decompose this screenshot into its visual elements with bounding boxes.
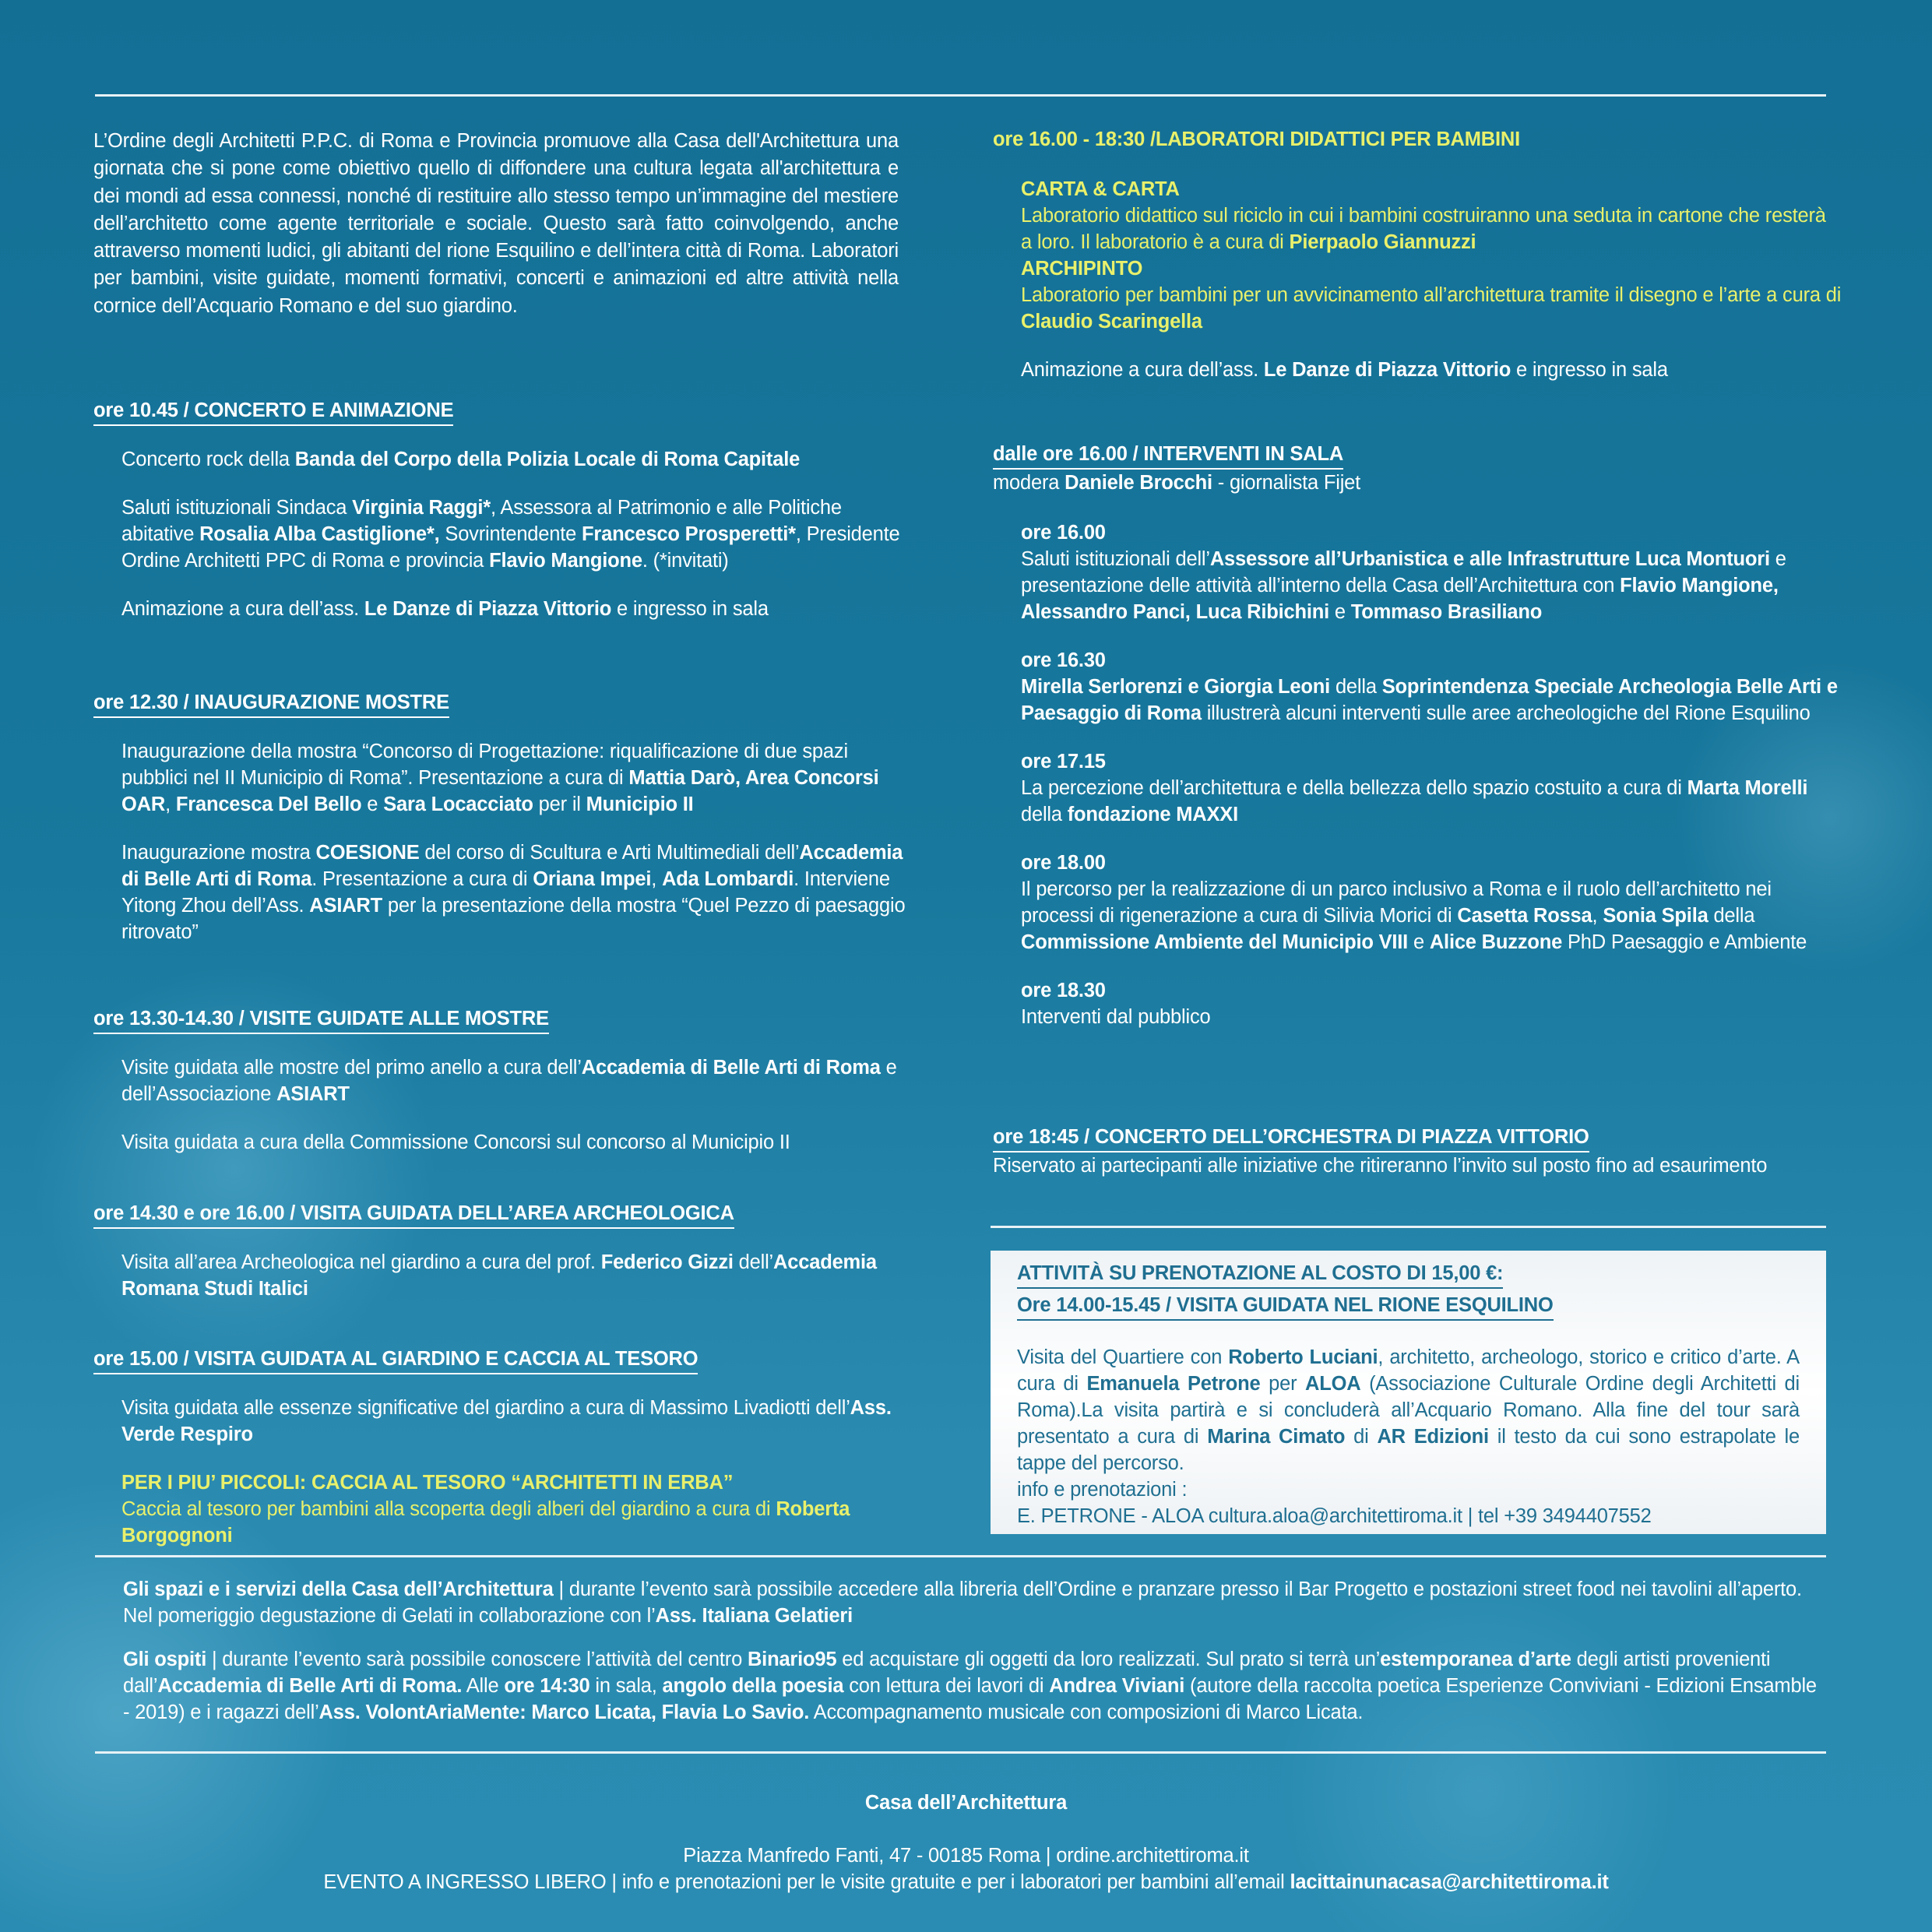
paragraph <box>1021 357 1842 383</box>
text: . Presentazione a cura di <box>311 868 533 890</box>
text: | durante l’evento sarà possibile conoscere l’attività del centro <box>206 1649 748 1670</box>
note-ospiti <box>123 1646 1828 1726</box>
bold-text: Daniele Brocchi <box>1065 472 1212 494</box>
lab-text <box>1021 282 1842 335</box>
bold-text: COESIONE <box>315 842 420 864</box>
text: Animazione a cura dell’ass. <box>121 598 364 620</box>
bold-text: Ass. VolontAriaMente: Marco Licata, Flavia Lo Savio. <box>318 1701 810 1723</box>
bold-text: lacittainunacasa@architettiroma.it <box>1290 1871 1609 1893</box>
bold-text: ore 14:30 <box>504 1675 590 1697</box>
text: Laboratorio didattico sul riciclo in cui i bambini costruiranno una seduta in cartone che resterà a loro. Il laboratorio è a cura di <box>1021 205 1826 253</box>
bold-text: Flavio Mangione <box>489 550 642 572</box>
paragraph <box>121 738 911 818</box>
note-spazi <box>123 1576 1828 1629</box>
bold-text: Ass. Verde Respiro <box>121 1397 892 1445</box>
bold-text: Francesca Del Bello <box>175 794 362 815</box>
bold-text: Soprintendenza Speciale Archeologia Belle Arti e Paesaggio di Roma <box>1021 676 1838 724</box>
text: Laboratorio per bambini per un avvicinamento all’architettura tramite il disegno e l’arte a cura di <box>1021 284 1842 306</box>
treasure-hunt-title: PER I PIU’ PICCOLI: CACCIA AL TESORO “ARCHITETTI IN ERBA” <box>121 1472 734 1494</box>
bold-text: Commissione Ambiente del Municipio VIII <box>1021 931 1409 953</box>
bold-text: Mattia Darò, Area Concorsi OAR <box>121 767 879 815</box>
booking-heading-visit: Ore 14.00-15.45 / VISITA GUIDATA NEL RIONE ESQUILINO <box>1017 1292 1554 1321</box>
text: Saluti istituzionali Sindaca <box>121 497 353 519</box>
text: dell’ <box>733 1251 774 1273</box>
bold-text: ASIART <box>276 1083 350 1105</box>
text: e <box>1329 601 1351 623</box>
section-heading: ore 18:45 / CONCERTO DELL’ORCHESTRA DI PIAZZA VITTORIO <box>993 1124 1589 1153</box>
bold-text: estemporanea d’arte <box>1380 1649 1571 1670</box>
treasure-hunt-text <box>121 1496 911 1549</box>
bold-text: Tommaso Brasiliano <box>1350 601 1543 623</box>
bold-text: Francesco Prosperetti* <box>582 523 796 545</box>
bold-text: Gli ospiti <box>123 1649 207 1670</box>
text: con lettura dei lavori di <box>843 1675 1050 1697</box>
bold-text: Marta Morelli <box>1687 777 1808 799</box>
bold-text: Rosalia Alba Castiglione*, <box>199 523 440 545</box>
bold-text: AR Edizioni <box>1377 1426 1489 1448</box>
text: il testo da cui sono estrapolate le tappe del percorso. <box>1017 1426 1800 1474</box>
section-concerto <box>93 397 911 622</box>
bold-text: Assessore all’Urbanistica e alle Infrastrutture Luca Montuori <box>1209 548 1770 570</box>
text: e <box>361 794 384 815</box>
bold-text: Accademia di Belle Arti di Roma <box>121 842 903 890</box>
top-divider <box>95 94 1826 97</box>
paragraph <box>121 596 911 622</box>
bold-text: Banda del Corpo della Polizia Locale di Roma Capitale <box>294 449 801 470</box>
text: (autore della raccolta poetica Esperienze Conviviani - Edizioni Ensamble - 2019) e i ragazzi dell’ <box>123 1675 1817 1723</box>
text: Accompagnamento musicale con composizioni di Marco Licata. <box>809 1701 1364 1723</box>
section-laboratori <box>993 126 1842 383</box>
text: Inaugurazione della mostra “Concorso di Progettazione: riqualificazione di due spazi pubblici nel II Municipio di Roma”. Presentazione a cura di <box>121 741 848 789</box>
section-heading: ore 15.00 / VISITA GUIDATA AL GIARDINO E CACCIA AL TESORO <box>93 1346 698 1374</box>
bold-text: Sonia Spila <box>1603 905 1709 927</box>
text: Animazione a cura dell’ass. <box>1021 359 1264 381</box>
lab-text <box>1021 202 1842 255</box>
section-giardino <box>93 1346 911 1549</box>
text: della <box>1330 676 1382 698</box>
bold-text: ALOA <box>1305 1373 1361 1395</box>
bold-text: Le Danze di Piazza Vittorio <box>1263 359 1511 381</box>
bold-text: Flavio Mangione, Alessandro Panci, Luca Ribichini <box>1021 575 1779 623</box>
talk-text <box>1021 674 1849 727</box>
address: Piazza Manfredo Fanti, 47 - 00185 Roma | ordine.architettiroma.it <box>683 1845 1249 1867</box>
section-inaugurazione <box>93 689 911 945</box>
section-heading: ore 10.45 / CONCERTO E ANIMAZIONE <box>93 397 453 426</box>
text: , Presidente Ordine Architetti PPC di Roma e provincia <box>121 523 900 572</box>
text: e ingresso in sala <box>611 598 769 620</box>
bold-text: Ada Lombardi <box>662 868 794 890</box>
text: Il percorso per la realizzazione di un parco inclusivo a Roma e il ruolo dell’architetto nei processi di rigenerazione a cura di Silivia Morici di <box>1021 878 1772 927</box>
bold-text: Ass. Italiana Gelatieri <box>655 1605 853 1627</box>
text: Interventi dal pubblico <box>1021 1006 1211 1028</box>
text: - giornalista Fijet <box>1212 472 1361 494</box>
bold-text: Municipio II <box>586 794 694 815</box>
paragraph <box>121 1129 911 1156</box>
text: Sovrintendente <box>439 523 582 545</box>
paragraph <box>121 1054 911 1107</box>
booking-contact[interactable]: E. PETRONE - ALOA cultura.aloa@architettiroma.it | tel +39 3494407552 <box>1017 1505 1652 1527</box>
bold-text: Andrea Viviani <box>1049 1675 1185 1697</box>
bold-text: Alice Buzzone <box>1429 931 1563 953</box>
section-heading: ore 13.30-14.30 / VISITE GUIDATE ALLE MOSTRE <box>93 1005 549 1034</box>
notes <box>123 1576 1828 1726</box>
talk-time: ore 17.15 <box>1021 751 1106 772</box>
bold-text: fondazione MAXXI <box>1067 804 1238 825</box>
paragraph <box>121 446 911 473</box>
bold-text: Mirella Serlorenzi e Giorgia Leoni <box>1021 676 1331 698</box>
moderator <box>993 470 1849 496</box>
booking-box <box>991 1251 1826 1534</box>
lab-title: CARTA & CARTA <box>1021 178 1180 200</box>
bold-text: Accademia Romana Studi Italici <box>121 1251 877 1300</box>
bold-text: Accademia di Belle Arti di Roma. <box>157 1675 463 1697</box>
bold-text: Roberto Luciani <box>1228 1346 1378 1368</box>
text: modera <box>993 472 1065 494</box>
text: EVENTO A INGRESSO LIBERO | info e prenotazioni per le visite gratuite e per i laboratori per bambini all’email <box>323 1871 1290 1893</box>
text: e presentazione delle attività all’interno della Casa dell’Architettura con <box>1021 548 1786 596</box>
text: Visita all’area Archeologica nel giardino a cura del prof. <box>121 1251 601 1273</box>
bold-text: Federico Gizzi <box>600 1251 734 1273</box>
text: , architetto, archeologo, storico e critico d’arte. A cura di <box>1017 1346 1800 1395</box>
text: , Assessora al Patrimonio e alle Politiche abitative <box>121 497 842 545</box>
text: La percezione dell’architettura e della bellezza dello spazio costuito a cura di <box>1021 777 1687 799</box>
text: , <box>1592 905 1603 927</box>
text: del corso di Scultura e Arti Multimediali dell’ <box>419 842 800 864</box>
bold-text: Oriana Impei <box>533 868 652 890</box>
talk-time: ore 16.00 <box>1021 522 1106 544</box>
bold-text: Emanuela Petrone <box>1086 1373 1261 1395</box>
text: di <box>1345 1426 1378 1448</box>
talk-time: ore 16.30 <box>1021 649 1106 671</box>
text: (Associazione Culturale Ordine degli Architetti di Roma).La visita partirà e si concluderà all’Acquario Romano. Alla fine del tour sarà presentato a cura di <box>1017 1373 1800 1448</box>
paragraph <box>993 1153 1772 1179</box>
text: , <box>165 794 176 815</box>
text: per la presentazione della mostra “Quel Pezzo di paesaggio ritrovato” <box>121 895 906 943</box>
text: per <box>1260 1373 1306 1395</box>
text: e ingresso in sala <box>1511 359 1668 381</box>
bold-text: Pierpaolo Giannuzzi <box>1289 231 1476 253</box>
bold-text: Binario95 <box>747 1649 837 1670</box>
bold-text: Roberta Borgognoni <box>121 1498 850 1547</box>
bold-text: Le Danze di Piazza Vittorio <box>364 598 612 620</box>
text: , <box>651 868 663 890</box>
text: della <box>1708 905 1755 927</box>
bold-text: angolo della poesia <box>662 1675 844 1697</box>
text: illustrerà alcuni interventi sulle aree archeologiche del Rione Esquilino <box>1201 702 1811 724</box>
intro-paragraph <box>93 128 899 320</box>
text: Concerto rock della <box>121 449 295 470</box>
venue-name: Casa dell’Architettura <box>864 1792 1068 1814</box>
text: Alle <box>462 1675 505 1697</box>
text: Inaugurazione mostra <box>121 842 316 864</box>
text: PhD Paesaggio e Ambiente <box>1562 931 1807 953</box>
footer-divider <box>95 1751 1826 1754</box>
bold-text: Marina Cimato <box>1207 1426 1346 1448</box>
section-heading: dalle ore 16.00 / INTERVENTI IN SALA <box>993 441 1343 470</box>
talk-text <box>1021 775 1849 828</box>
text: e <box>1408 931 1430 953</box>
bold-text: Sara Locacciato <box>383 794 533 815</box>
bold-text: Claudio Scaringella <box>1021 311 1202 333</box>
section-area-archeologica <box>93 1200 911 1302</box>
booking-heading-cost: ATTIVITÀ SU PRENOTAZIONE AL COSTO DI 15,00 €: <box>1017 1260 1503 1289</box>
section-concerto-orchestra <box>993 1124 1772 1179</box>
right-divider <box>991 1226 1826 1228</box>
section-heading: ore 14.30 e ore 16.00 / VISITA GUIDATA DELL’AREA ARCHEOLOGICA <box>93 1200 734 1229</box>
text: ed acquistare gli oggetti da loro realizzati. Sul prato si terrà un’ <box>836 1649 1381 1670</box>
text: Visita del Quartiere con <box>1017 1346 1229 1368</box>
entry-info <box>0 1869 1932 1895</box>
bold-text: Casetta Rossa <box>1457 905 1592 927</box>
notes-divider <box>95 1555 1826 1557</box>
booking-text <box>1017 1344 1800 1476</box>
text: in sala, <box>589 1675 663 1697</box>
footer <box>0 1789 1932 1895</box>
text: Visite guidata alle mostre del primo anello a cura dell’ <box>121 1057 582 1079</box>
talk-time: ore 18.00 <box>1021 852 1106 874</box>
bold-text: Gli spazi e i servizi della Casa dell’Architettura <box>123 1578 554 1600</box>
bold-text: ASIART <box>309 895 383 917</box>
section-interventi <box>993 441 1849 1030</box>
paragraph <box>121 839 911 945</box>
text: della <box>1021 804 1068 825</box>
paragraph <box>121 1395 911 1448</box>
bold-text: Virginia Raggi* <box>352 497 491 519</box>
talk-time: ore 18.30 <box>1021 980 1106 1001</box>
bold-text: Accademia di Belle Arti di Roma <box>581 1057 881 1079</box>
talk-text <box>1021 1004 1849 1030</box>
talk-text <box>1021 546 1849 625</box>
section-heading: ore 16.00 - 18:30 /LABORATORI DIDATTICI PER BAMBINI <box>993 128 1520 150</box>
text: . (*invitati) <box>642 550 729 572</box>
text: Caccia al tesoro per bambini alla scoperta degli alberi del giardino a cura di <box>121 1498 776 1520</box>
text: e dell’Associazione <box>121 1057 897 1105</box>
paragraph <box>121 1249 911 1302</box>
text: . Interviene Yitong Zhou dell’Ass. <box>121 868 890 917</box>
text: per il <box>533 794 586 815</box>
talk-text <box>1021 876 1849 955</box>
text: degli artisti provenienti dall’ <box>123 1649 1771 1697</box>
lab-title: ARCHIPINTO <box>1021 258 1143 280</box>
text: | durante l’evento sarà possibile accedere alla libreria dell’Ordine e pranzare presso il Bar Progetto e postazioni street food nei tavolini all’aperto. Nel pomeriggio degustazione di Gelati in collaborazione con l’ <box>123 1578 1802 1627</box>
text: Riservato ai partecipanti alle iniziative che ritireranno l’invito sul posto fino ad esaurimento <box>993 1155 1768 1177</box>
text: L’Ordine degli Architetti P.P.C. di Roma e Provincia promuove alla Casa dell'Architettura una giornata che si pone come obiettivo quello di diffondere una cultura legata all'architettura e dei mondi ad essa connessi, nonché di restituire allo stesso tempo un’immagine del mestiere dell’architetto come agente territoriale e sociale. Questo sarà fatto coinvolgendo, anche attraverso momenti ludici, gli abitanti del rione Esquilino e dell’intera città di Roma. Laboratori per bambini, visite guidate, momenti formativi, concerti e animazioni ed altre attività nella cornice dell’Acquario Romano e del suo giardino. <box>93 130 899 317</box>
text: Visita guidata alle essenze significative del giardino a cura di Massimo Livadiotti dell’ <box>121 1397 850 1419</box>
text: Visita guidata a cura della Commissione Concorsi sul concorso al Municipio II <box>121 1131 790 1153</box>
paragraph <box>121 494 911 574</box>
section-visite-mostre <box>93 1005 911 1156</box>
booking-info-label: info e prenotazioni : <box>1017 1479 1188 1501</box>
text: Saluti istituzionali dell’ <box>1021 548 1210 570</box>
section-heading: ore 12.30 / INAUGURAZIONE MOSTRE <box>93 689 449 718</box>
